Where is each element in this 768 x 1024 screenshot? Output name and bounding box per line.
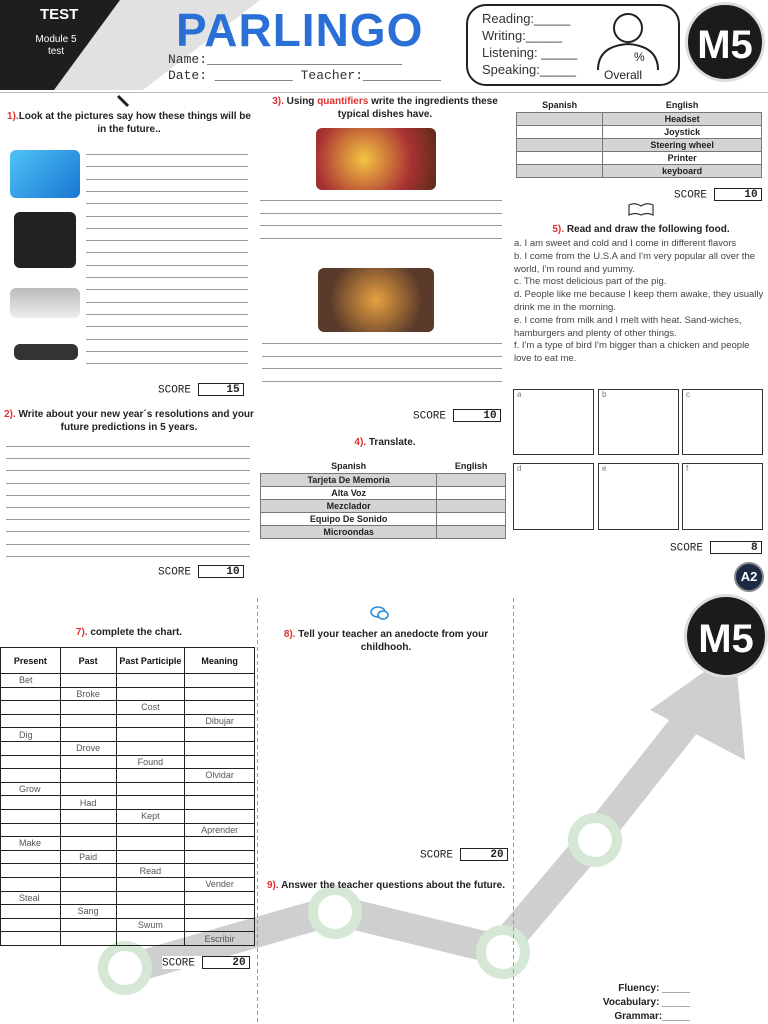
q7-cell: Steal xyxy=(1,891,61,905)
q7-cell: Read xyxy=(116,864,185,878)
q7-cell: Vender xyxy=(185,877,255,891)
q7-cell: Sang xyxy=(60,905,116,919)
tech-row: Joystick xyxy=(603,125,762,138)
answer-line[interactable] xyxy=(6,483,250,484)
q7-cell[interactable] xyxy=(185,891,255,905)
answer-line[interactable] xyxy=(86,351,248,352)
answer-line[interactable] xyxy=(262,368,502,369)
q7-cell[interactable] xyxy=(60,782,116,796)
q7-cell[interactable] xyxy=(116,782,185,796)
q7-row xyxy=(1,823,255,837)
q7-verb-chart xyxy=(0,647,255,946)
q7-cell: Paid xyxy=(60,850,116,864)
q7-cell[interactable] xyxy=(185,796,255,810)
q7-cell[interactable] xyxy=(185,837,255,851)
q7-cell[interactable] xyxy=(116,905,185,919)
dish-image-2 xyxy=(318,268,434,332)
q7-row xyxy=(1,864,255,878)
chat-icon xyxy=(370,606,390,620)
answer-line[interactable] xyxy=(260,213,502,214)
q7-cell[interactable] xyxy=(1,918,61,932)
q7-cell[interactable] xyxy=(116,687,185,701)
answer-line[interactable] xyxy=(260,200,502,201)
q4-row: Mezclador xyxy=(261,499,437,512)
grammar-field[interactable]: Grammar:_____ xyxy=(614,1011,690,1022)
q4-header-english: English xyxy=(454,460,488,471)
q7-cell[interactable] xyxy=(185,809,255,823)
q7-cell[interactable] xyxy=(185,687,255,701)
q7-cell[interactable] xyxy=(185,674,255,688)
q7-cell[interactable] xyxy=(116,891,185,905)
q7-cell[interactable] xyxy=(1,932,61,946)
answer-line[interactable] xyxy=(86,339,248,340)
q7-cell[interactable] xyxy=(185,905,255,919)
q7-cell[interactable] xyxy=(60,891,116,905)
q7-cell[interactable] xyxy=(185,864,255,878)
q7-cell[interactable] xyxy=(116,877,185,891)
q7-cell: Broke xyxy=(60,687,116,701)
header-divider xyxy=(0,92,768,93)
draw-box-a[interactable]: a xyxy=(513,389,594,455)
answer-line[interactable] xyxy=(260,238,502,239)
q7-cell[interactable] xyxy=(185,850,255,864)
q7-header-past: Past xyxy=(60,648,116,674)
skateboard-image xyxy=(14,344,78,360)
clue-b: b. I come from the U.S.A and I'm very popular all over the world, I'm round and yummy. xyxy=(514,250,756,275)
vocabulary-field[interactable]: Vocabulary: _____ xyxy=(602,997,690,1008)
q7-cell: Swum xyxy=(116,918,185,932)
q7-cell[interactable] xyxy=(116,823,185,837)
q4-row: Tarjeta De Memoria xyxy=(261,473,437,486)
test-label: TEST xyxy=(40,6,79,23)
skills-box xyxy=(466,4,680,86)
q7-row xyxy=(1,877,255,891)
q7-cell[interactable] xyxy=(116,850,185,864)
q7-cell[interactable] xyxy=(60,823,116,837)
tech-header-spanish: Spanish xyxy=(542,99,578,110)
q7-cell: Bet xyxy=(1,674,61,688)
q4-answer-cell[interactable] xyxy=(437,512,506,525)
q7-row xyxy=(1,687,255,701)
q7-cell[interactable] xyxy=(1,687,61,701)
q7-cell[interactable] xyxy=(60,837,116,851)
q7-cell: Had xyxy=(60,796,116,810)
q7-cell: Cost xyxy=(116,701,185,715)
q7-cell[interactable] xyxy=(60,877,116,891)
q4-answer-cell[interactable] xyxy=(437,486,506,499)
tech-header-english: English xyxy=(665,99,699,110)
q7-cell[interactable] xyxy=(185,701,255,715)
q7-cell[interactable] xyxy=(116,728,185,742)
q7-cell: Found xyxy=(116,755,185,769)
q4-row: Microondas xyxy=(261,525,437,538)
q7-cell[interactable] xyxy=(60,932,116,946)
q7-cell[interactable] xyxy=(116,796,185,810)
q3-score: SCORE 10 xyxy=(413,409,501,422)
answer-line[interactable] xyxy=(6,495,250,496)
q7-cell[interactable] xyxy=(185,741,255,755)
book-icon xyxy=(628,202,654,216)
q7-instruction: 7). complete the chart. xyxy=(75,627,183,638)
q7-cell[interactable] xyxy=(1,714,61,728)
answer-line[interactable] xyxy=(86,228,248,229)
tech-row: keyboard xyxy=(603,164,762,177)
person-icon xyxy=(594,8,664,70)
q7-cell: Grow xyxy=(1,782,61,796)
module-label: Module 5 test xyxy=(35,34,77,57)
q7-row xyxy=(1,837,255,851)
q7-row xyxy=(1,809,255,823)
q7-cell[interactable] xyxy=(60,714,116,728)
q4-answer-cell[interactable] xyxy=(437,525,506,538)
q7-cell[interactable] xyxy=(1,864,61,878)
q5-clues xyxy=(514,238,764,366)
answer-line[interactable] xyxy=(86,154,248,155)
q7-cell: Dig xyxy=(1,728,61,742)
q7-cell[interactable] xyxy=(1,877,61,891)
q7-cell[interactable] xyxy=(116,741,185,755)
answer-line[interactable] xyxy=(86,252,248,253)
q7-cell[interactable] xyxy=(1,905,61,919)
answer-line[interactable] xyxy=(6,470,250,471)
q7-cell[interactable] xyxy=(1,796,61,810)
q1-score: SCORE 15 xyxy=(158,383,244,396)
q7-cell: Escribir xyxy=(185,932,255,946)
q7-cell[interactable] xyxy=(185,755,255,769)
answer-line[interactable] xyxy=(86,265,248,266)
answer-line[interactable] xyxy=(86,277,248,278)
clue-d: d. People like me because I keep them awake, they usually drink me in the morning. xyxy=(514,289,764,313)
q7-cell[interactable] xyxy=(60,755,116,769)
tech-row: Steering wheel xyxy=(603,138,762,151)
q7-row xyxy=(1,714,255,728)
q7-cell[interactable] xyxy=(1,755,61,769)
q1-instruction: 1).Look at the pictures say how these things will be in the future.. xyxy=(7,111,251,135)
phone-image xyxy=(10,150,80,198)
q7-row xyxy=(1,918,255,932)
q7-header-participle: Past Participle xyxy=(116,648,185,674)
answer-line[interactable] xyxy=(86,179,248,180)
q7-cell[interactable] xyxy=(185,918,255,932)
q7-row xyxy=(1,755,255,769)
oral-criteria xyxy=(580,982,690,1024)
q7-score: SCORE 20 xyxy=(162,956,250,969)
q7-cell: Make xyxy=(1,837,61,851)
q7-cell[interactable] xyxy=(1,741,61,755)
q7-cell: Dibujar xyxy=(185,714,255,728)
answer-line[interactable] xyxy=(86,363,248,364)
overall-label: Overall xyxy=(604,68,643,82)
draw-box-d[interactable]: d xyxy=(513,463,594,530)
skill-speaking[interactable]: Speaking:_____ xyxy=(482,62,576,77)
q7-cell[interactable] xyxy=(1,850,61,864)
date-teacher-field[interactable]: Date: __________ Teacher:__________ xyxy=(168,68,442,83)
q8-instruction: 8). Tell your teacher an anedocte from your childhooh. xyxy=(283,629,489,653)
answer-line[interactable] xyxy=(260,225,502,226)
column-divider-right xyxy=(513,598,514,1024)
clue-f: f. I'm a type of bird I'm bigger than a chicken and people love to eat me. xyxy=(514,340,750,365)
q4-row: Equipo De Sonido xyxy=(261,512,437,525)
answer-line[interactable] xyxy=(86,216,248,217)
skill-writing[interactable]: Writing:_____ xyxy=(482,28,562,43)
draw-box-f[interactable]: f xyxy=(682,463,763,530)
q4-instruction: 4). Translate. xyxy=(354,437,416,448)
fluency-field[interactable]: Fluency: _____ xyxy=(618,983,690,994)
q7-cell[interactable] xyxy=(1,701,61,715)
q4-answer-cell[interactable] xyxy=(437,499,506,512)
tech-row: Headset xyxy=(603,112,762,125)
q7-row xyxy=(1,741,255,755)
name-field[interactable]: Name:_________________________ xyxy=(168,52,403,67)
q7-cell[interactable] xyxy=(116,769,185,783)
q5-score: SCORE 8 xyxy=(670,541,762,554)
answer-line[interactable] xyxy=(6,507,250,508)
q7-cell[interactable] xyxy=(116,932,185,946)
q5-instruction: 5). Read and draw the following food. xyxy=(552,224,730,235)
q7-row xyxy=(1,891,255,905)
clue-e: e. I come from milk and I melt with heat. Sand-wiches, hamburgers and plenty of other things. xyxy=(514,314,742,339)
answer-line[interactable] xyxy=(262,343,502,344)
draw-box-e[interactable]: e xyxy=(598,463,679,530)
q7-cell[interactable] xyxy=(116,837,185,851)
tech-score: SCORE 10 xyxy=(674,188,762,201)
draw-box-c[interactable]: c xyxy=(682,389,763,455)
tech-row: Printer xyxy=(603,151,762,164)
tech-answer-cell[interactable] xyxy=(517,138,603,151)
answer-line[interactable] xyxy=(86,203,248,204)
q7-header-present: Present xyxy=(1,648,61,674)
dish-image-1 xyxy=(316,128,436,190)
q7-cell: Aprender xyxy=(185,823,255,837)
percent-sign: % xyxy=(634,50,645,64)
q7-cell[interactable] xyxy=(116,674,185,688)
answer-line[interactable] xyxy=(86,191,248,192)
skills-list xyxy=(482,10,577,78)
q7-cell[interactable] xyxy=(60,674,116,688)
q7-cell[interactable] xyxy=(185,728,255,742)
skill-listening[interactable]: Listening: _____ xyxy=(482,45,578,60)
q7-cell[interactable] xyxy=(60,809,116,823)
answer-line[interactable] xyxy=(6,531,250,532)
q7-row xyxy=(1,701,255,715)
q7-cell[interactable] xyxy=(185,782,255,796)
q4-translate-table xyxy=(260,459,506,539)
draw-box-b[interactable]: b xyxy=(598,389,679,455)
level-badge: A2 xyxy=(734,562,764,592)
tech-answer-cell[interactable] xyxy=(517,112,603,125)
q7-cell[interactable] xyxy=(1,809,61,823)
q7-row xyxy=(1,850,255,864)
q7-cell: Olvidar xyxy=(185,769,255,783)
answer-line[interactable] xyxy=(6,556,250,557)
q7-cell[interactable] xyxy=(60,864,116,878)
q7-cell[interactable] xyxy=(60,701,116,715)
answer-line[interactable] xyxy=(262,381,502,382)
q8-score: SCORE 20 xyxy=(420,848,508,861)
clue-a: a. I am sweet and cold and I come in different flavors xyxy=(514,238,737,249)
answer-line[interactable] xyxy=(86,289,248,290)
q7-cell: Drove xyxy=(60,741,116,755)
answer-line[interactable] xyxy=(86,166,248,167)
q9-instruction: 9). Answer the teacher questions about the future. xyxy=(266,880,505,891)
skill-reading[interactable]: Reading:_____ xyxy=(482,11,571,26)
q2-score: SCORE 10 xyxy=(158,565,244,578)
q7-row xyxy=(1,769,255,783)
q7-cell[interactable] xyxy=(60,728,116,742)
answer-line[interactable] xyxy=(6,544,250,545)
q7-cell[interactable] xyxy=(60,918,116,932)
tech-answer-cell[interactable] xyxy=(517,164,603,177)
pencil-icon xyxy=(116,94,132,108)
q2-instruction: 2). Write about your new year´s resolutions and your future predictions in 5 years. xyxy=(4,409,254,433)
q7-cell[interactable] xyxy=(60,769,116,783)
q4-answer-cell[interactable] xyxy=(437,473,506,486)
tech-answer-cell[interactable] xyxy=(517,125,603,138)
answer-line[interactable] xyxy=(6,446,250,447)
column-divider-left xyxy=(257,598,258,1024)
q7-row xyxy=(1,905,255,919)
camera-image xyxy=(14,212,76,268)
answer-line[interactable] xyxy=(86,314,248,315)
q7-cell[interactable] xyxy=(1,769,61,783)
q7-cell: Kept xyxy=(116,809,185,823)
answer-line[interactable] xyxy=(6,458,250,459)
q7-row xyxy=(1,796,255,810)
tech-answer-cell[interactable] xyxy=(517,151,603,164)
answer-line[interactable] xyxy=(6,519,250,520)
q7-header-meaning: Meaning xyxy=(185,648,255,674)
q4-header-spanish: Spanish xyxy=(331,460,367,471)
answer-line[interactable] xyxy=(86,302,248,303)
q3-instruction: 3). Using quantifiers write the ingredients these typical dishes have. xyxy=(272,96,498,120)
q4-row: Alta Voz xyxy=(261,486,437,499)
tech-translate-table xyxy=(516,98,762,178)
q7-cell[interactable] xyxy=(116,714,185,728)
q7-row xyxy=(1,782,255,796)
brand-title: PARLINGO xyxy=(176,4,424,56)
q7-row xyxy=(1,674,255,688)
m5-logo-bottom: M5 xyxy=(684,594,768,678)
airplane-image xyxy=(10,288,80,318)
q7-row xyxy=(1,932,255,946)
answer-line[interactable] xyxy=(262,356,502,357)
answer-line[interactable] xyxy=(86,326,248,327)
m5-logo: M5 xyxy=(685,2,765,82)
answer-line[interactable] xyxy=(86,240,248,241)
clue-c: c. The most delicious part of the pig. xyxy=(514,276,667,288)
q7-cell[interactable] xyxy=(1,823,61,837)
q7-row xyxy=(1,728,255,742)
